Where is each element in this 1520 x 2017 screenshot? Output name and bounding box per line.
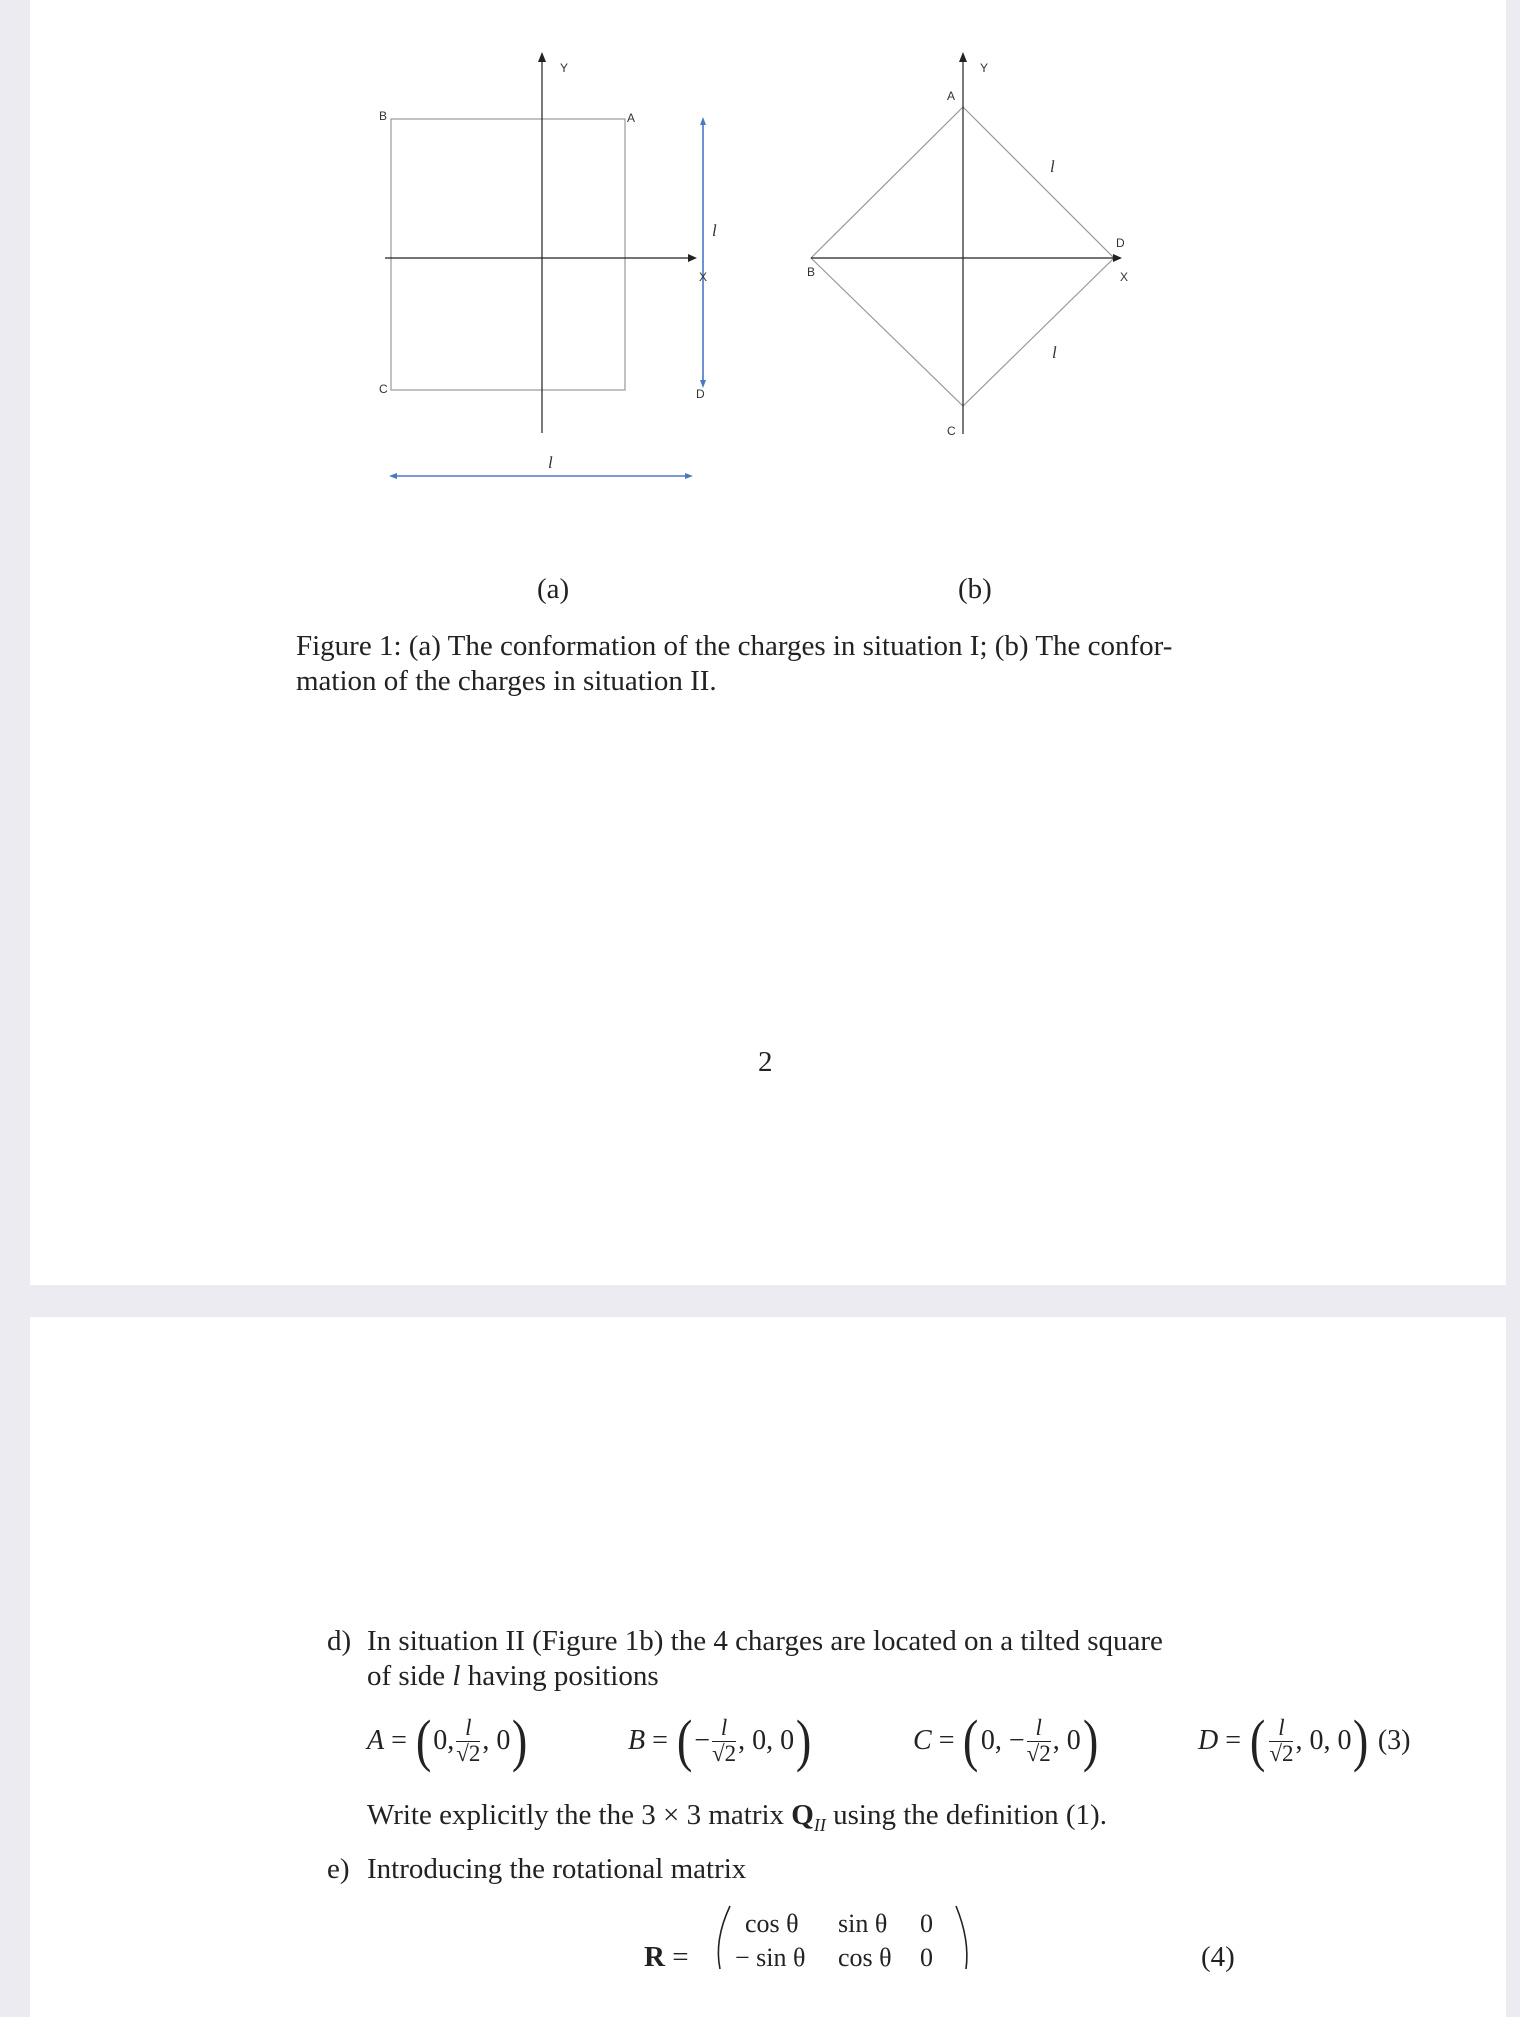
position-b: B = ( − $\frac{l}{√2}$ , 0, 0 ) xyxy=(628,1708,812,1773)
position-a-before: 0, xyxy=(433,1725,455,1756)
position-c-name: C xyxy=(913,1725,932,1756)
matrix-r-row2-col3: 0 xyxy=(920,1943,933,1972)
matrix-r-row2-col1: − sin θ xyxy=(735,1943,806,1972)
y-arrow-b xyxy=(959,52,967,62)
item-d-write xyxy=(367,1801,1107,1834)
position-a-after: , 0 xyxy=(482,1725,511,1756)
side-variable: l xyxy=(452,1660,461,1692)
subfigure-b-label: (b) xyxy=(958,573,992,605)
figure-b xyxy=(790,40,1150,460)
position-b-after: , 0, 0 xyxy=(738,1725,795,1756)
x-label-b: X xyxy=(1119,270,1128,284)
subfigure-a-label: (a) xyxy=(537,573,570,605)
charge-a-label: A xyxy=(627,111,636,125)
write-post: using the definition (1). xyxy=(825,1799,1107,1831)
equation-number-4: (4) xyxy=(1201,1941,1235,1973)
item-d-line1: In situation II (Figure 1b) the 4 charges are located on a tilted square xyxy=(367,1625,1163,1657)
position-a: A = ( 0, $\frac{l}{√2}$ , 0 ) xyxy=(367,1708,528,1773)
charge-c-label: C xyxy=(379,382,388,396)
position-d-after: , 0, 0 xyxy=(1295,1725,1352,1756)
rotation-equals: = xyxy=(672,1941,689,1973)
position-b-before: − xyxy=(694,1725,711,1756)
matrix-r-row1-col1: cos θ xyxy=(745,1909,799,1938)
position-c-num: l xyxy=(1027,1716,1051,1741)
y-label-b: Y xyxy=(980,61,989,75)
position-c: C = ( 0, − $\frac{l}{√2}$ , 0 ) xyxy=(913,1708,1099,1773)
charge-b-label: B xyxy=(379,109,388,123)
position-a-den: √2 xyxy=(456,1740,481,1766)
position-a-name: A xyxy=(367,1725,385,1756)
y-arrow-a xyxy=(538,52,546,62)
position-b-den: √2 xyxy=(712,1740,737,1766)
item-e-label: e) xyxy=(327,1853,350,1885)
side-label-horizontal: l xyxy=(548,453,553,472)
side-label-upper-b: l xyxy=(1050,157,1055,176)
equation-number-3: (3) xyxy=(1377,1725,1411,1756)
position-d: D = ( $\frac{l}{√2}$ , 0, 0 ) (3) xyxy=(1198,1708,1411,1773)
side-arrow-vertical-top xyxy=(700,117,706,125)
figure-caption-line2: mation of the charges in situation II. xyxy=(296,665,717,697)
side-label-lower-b: l xyxy=(1052,343,1057,362)
x-arrow-a xyxy=(688,254,697,262)
position-b-num: l xyxy=(712,1716,736,1741)
item-d-label: d) xyxy=(327,1625,352,1657)
position-b-name: B xyxy=(628,1725,646,1756)
charge-b-label-b: B xyxy=(807,265,816,279)
matrix-r-row2-col2: cos θ xyxy=(838,1943,892,1972)
y-label-a: Y xyxy=(560,61,569,75)
matrix-q-subscript: II xyxy=(813,1814,826,1835)
position-c-after: , 0 xyxy=(1052,1725,1081,1756)
figure-caption-line1: Figure 1: (a) The conformation of the charges in situation I; (b) The confor- xyxy=(296,630,1173,662)
charge-a-label-b: A xyxy=(947,89,956,103)
page-number: 2 xyxy=(758,1046,773,1078)
positions-equation xyxy=(0,1706,1520,1776)
matrix-r-row1-col3: 0 xyxy=(920,1909,933,1938)
side-label-vertical: l xyxy=(712,221,717,240)
matrix-r: R xyxy=(644,1941,665,1973)
item-d-line2 xyxy=(367,1662,659,1691)
charge-d-label-b: D xyxy=(1116,236,1125,250)
position-d-den: √2 xyxy=(1269,1740,1294,1766)
write-pre: Write explicitly the the 3 × 3 matrix xyxy=(367,1799,792,1831)
item-d-line2-post: having positions xyxy=(460,1660,659,1692)
charge-d-label: D xyxy=(696,387,705,401)
item-d-line2-pre: of side xyxy=(367,1660,453,1692)
position-d-name: D xyxy=(1198,1725,1219,1756)
figure-a xyxy=(370,40,717,500)
position-c-before: 0, − xyxy=(980,1725,1025,1756)
square-a xyxy=(391,119,625,390)
x-arrow-b xyxy=(1113,254,1122,262)
matrix-q: Q xyxy=(791,1799,814,1831)
x-label-a: X xyxy=(698,270,707,284)
matrix-r-row1-col2: sin θ xyxy=(838,1909,888,1938)
rotation-matrix-lhs xyxy=(644,1943,689,1972)
side-arrow-horizontal-right xyxy=(685,473,693,479)
position-d-num: l xyxy=(1269,1716,1293,1741)
item-e-text: Introducing the rotational matrix xyxy=(367,1853,747,1885)
charge-c-label-b: C xyxy=(947,424,956,438)
position-a-num: l xyxy=(456,1716,480,1741)
position-c-den: √2 xyxy=(1026,1740,1051,1766)
side-arrow-horizontal-left xyxy=(389,473,397,479)
